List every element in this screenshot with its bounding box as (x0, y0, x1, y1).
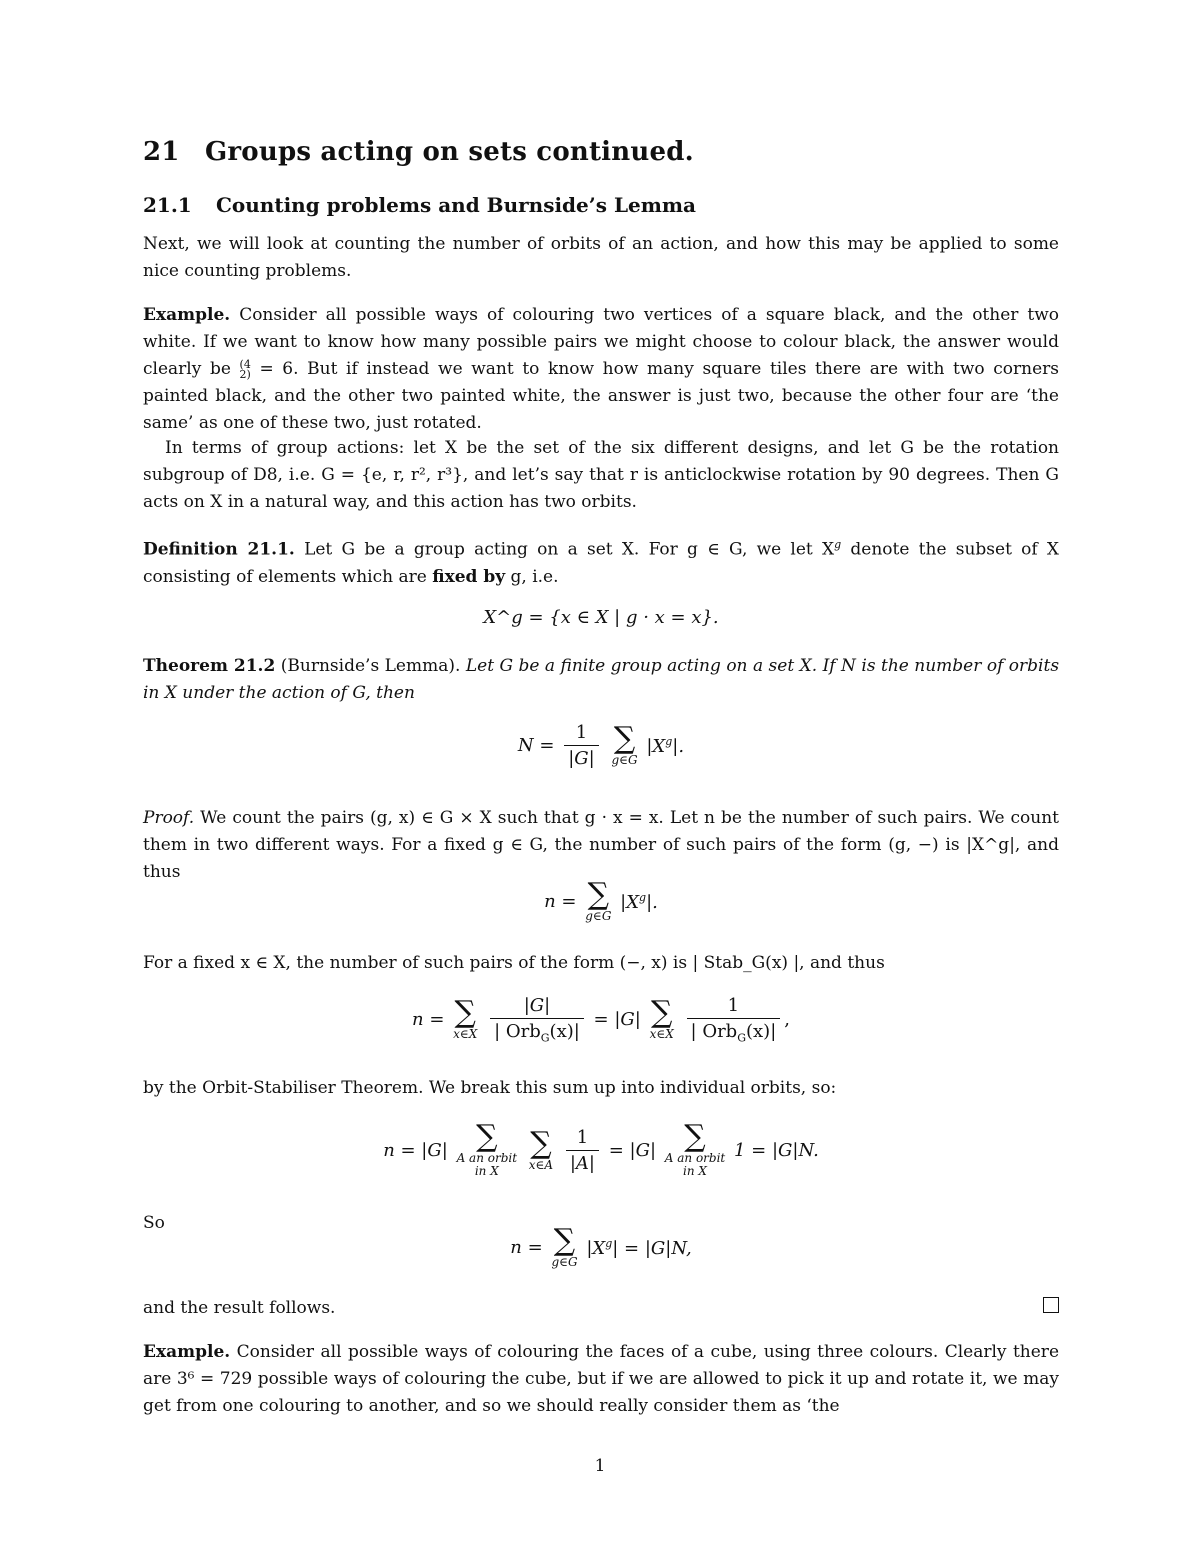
example-1-text-a: Consider all possible ways of colouring two vertices of a square black, and the other two white. If we want to know how many possible pairs we might choose to colour black, the answer would clearly be (143, 305, 1060, 379)
example-1-group-actions: In terms of group actions: let X be the set of the six different designs, and let G be the rotation subgroup of D8, i.e. G = {e, r, r², r³}, and let’s say that r is anticlockwise rotation by 90 degrees. Then G acts on X in a natural way, and this action has two orbits. (143, 438, 1059, 512)
proof-paragraph-1 (143, 805, 1059, 886)
example-1-label: Example. (143, 305, 231, 325)
example-2-label: Example. (143, 1342, 231, 1362)
proof-paragraph-5: and the result follows. (143, 1298, 336, 1318)
subsection-number: 21.1 (143, 193, 192, 217)
proof-label: Proof. (143, 808, 195, 828)
example-2-text: Consider all possible ways of colouring the faces of a cube, using three colours. Clearly there are 3⁶ = 729 possible ways of colouring the cube, but if we are allowed to pick it up and rotate it, we may get from one colouring to another, and so we should really consider them as ‘the (143, 1342, 1059, 1416)
subsection-heading (143, 193, 1059, 217)
definition-text-b: denote the subset of X consisting of elements which are (143, 539, 1060, 587)
definition-text-a: Let G be a group acting on a set X. For g ∈ G, we let X (304, 539, 835, 560)
fixed-set-formula: X^g = {x ∈ X | g · x = x}. (483, 607, 719, 628)
binomial-coefficient: (4 2) (239, 357, 251, 381)
binom-bottom: 2 (239, 367, 247, 381)
theorem-statement: Let G be a finite group acting on a set X. If N is the number of orbits in X under the action of G, then (143, 656, 1060, 703)
definition-text-c: g, i.e. (510, 566, 559, 587)
proof-paragraph-2: For a fixed x ∈ X, the number of such pairs of the form (−, x) is | Stab_G(x) |, and thus (143, 953, 885, 973)
orbit-decomposition-formula: n = |G| ∑ A an orbit in X ∑ x∈A $\frac{1}{|A|}$ = |G| ∑ A an orbit in X 1 = |G|N. (383, 1119, 819, 1178)
orbit-sum-formula: n = ∑ x∈X $\frac{|G|}{| Orb_G(x)|}$ = |G| ∑ x∈X $\frac{1}{| Orb_G(x)|}$ , (412, 995, 790, 1045)
example-1-paragraph (143, 302, 1059, 437)
proof-paragraph-3: by the Orbit-Stabiliser Theorem. We break this sum up into individual orbits, so: (143, 1078, 837, 1098)
final-equality-formula: n = ∑ g∈G $|X^g| = |G|N$, (510, 1223, 692, 1269)
intro-paragraph: Next, we will look at counting the number of orbits of an action, and how this may be applied to some nice counting problems. (143, 234, 1059, 281)
definition-label: Definition 21.1. (143, 539, 295, 560)
subsection-title: Counting problems and Burnside’s Lemma (216, 193, 697, 217)
qed-square-icon (1043, 1297, 1059, 1313)
definition-paragraph: Definition 21.1. Let G be a group acting on a set X. For g ∈ G, we let $X^g$ denote the subset of X consisting of elements which are fixed by g, i.e. (143, 538, 1060, 587)
theorem-name: (Burnside’s Lemma). (280, 656, 461, 676)
proof-paragraph-4: So (143, 1213, 165, 1233)
proof-conclusion-line (143, 1295, 1059, 1319)
theorem-label: Theorem 21.2 (143, 656, 276, 676)
binom-top: 4 (243, 357, 251, 371)
page-number: 1 (594, 1456, 606, 1476)
section-number: 21 (143, 137, 180, 167)
example-1-text-b: = 6. But if instead we want to know how many square tiles there are with two corners painted black, and the other two painted white, the answer is just two, because the other four are ‘the same’ as one of these two, just rotated. (143, 359, 1060, 433)
sum-fixed-points-formula: n = ∑ g∈G $|X^g|$. (544, 877, 658, 923)
example-2-paragraph (143, 1339, 1059, 1420)
section-heading (143, 137, 1059, 167)
definition-bold-phrase: fixed by (432, 566, 506, 587)
theorem-paragraph (143, 653, 1059, 707)
burnside-formula: N = $\frac{1}{|G|}$ ∑ g∈G $|X^g|$. (517, 721, 685, 769)
proof-text-1: We count the pairs (g, x) ∈ G × X such that g · x = x. Let n be the number of such pairs. We count them in two different ways. For a fixed g ∈ G, the number of such pairs of the form (g, −) is |X^g|, and thus (143, 808, 1060, 882)
section-title: Groups acting on sets continued. (205, 137, 694, 167)
